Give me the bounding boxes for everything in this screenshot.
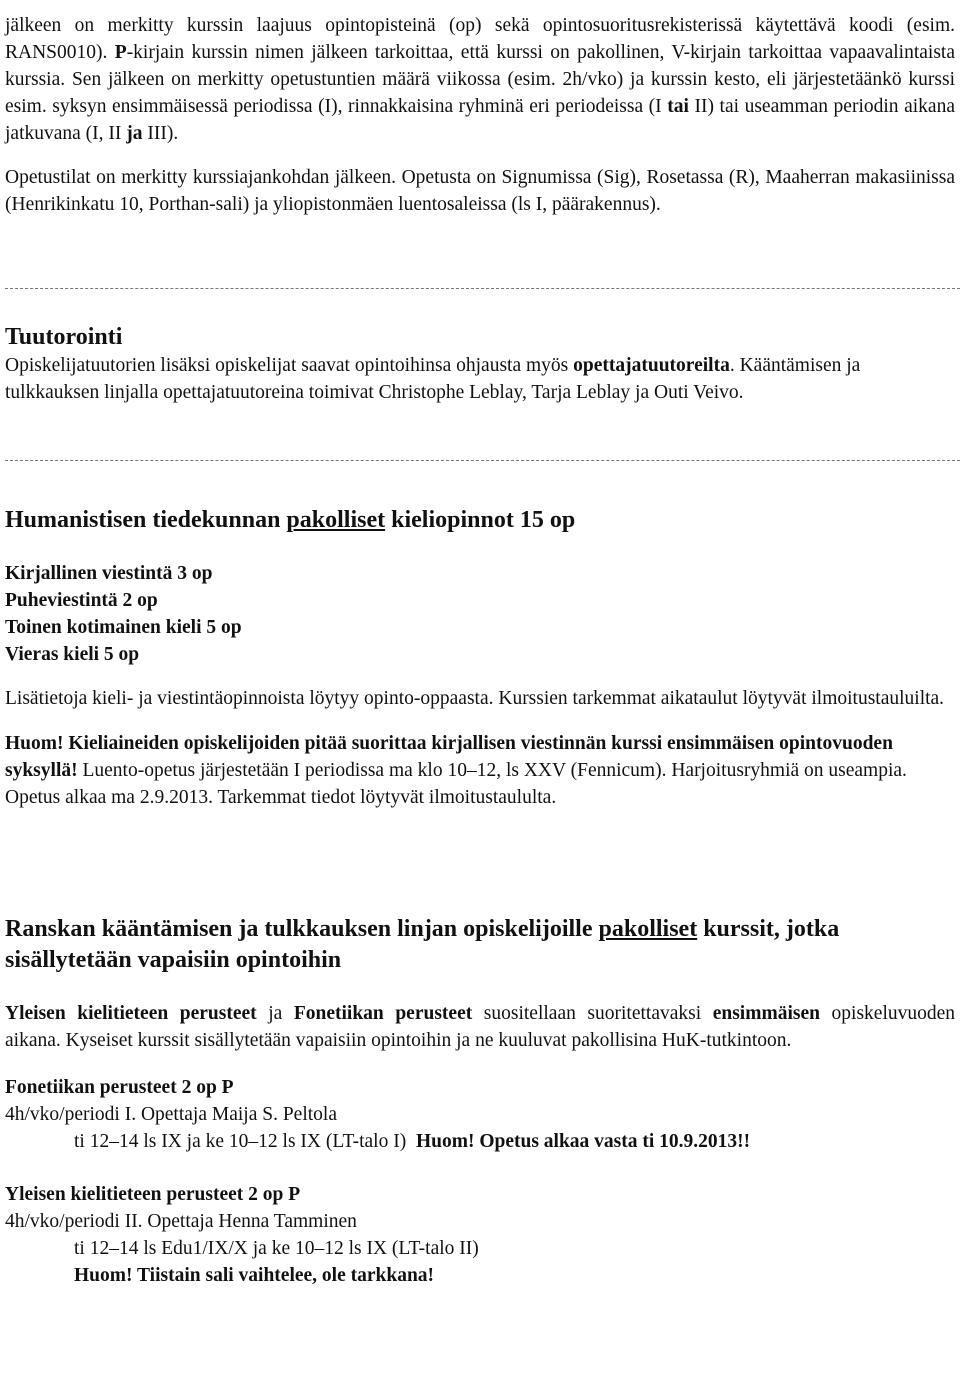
course-yleisen: [5, 1181, 955, 1289]
course-note: Huom! Opetus alkaa vasta ti 10.9.2013!!: [415, 1131, 751, 1152]
ranska-bold: ensimmäisen: [712, 1003, 820, 1024]
humanistisen-info: Lisätietoja kieli- ja viestintäopinnoista löytyy opinto-oppaasta. Kurssien tarkemmat aikataulut löytyvät ilmoitustauluilta.: [5, 688, 945, 709]
humanistisen-huom: [5, 730, 955, 811]
intro-paragraph-2: Opetustilat on merkitty kurssiajankohdan jälkeen. Opetusta on Signumissa (Sig), Rosetassa (R), Maaherran makasiinissa (Henrikinkatu 10, Porthan-sali) ja yliopistonmäen luentosaleissa (ls I, päärakennus).: [5, 167, 955, 215]
list-item: Toinen kotimainen kieli 5 op: [5, 617, 242, 638]
intro-bold-ja: ja: [126, 123, 143, 144]
course-schedule: [5, 1128, 955, 1155]
course-fonetiikka: [5, 1074, 955, 1155]
ranska-text: opiskeluvuoden aikana. Kyseiset kurssit sisällytetään vapaisiin opintoihin ja ne kuuluvat pakollisina HuK-tutkintoon.: [5, 1003, 956, 1051]
tuutorointi-text: [5, 352, 955, 406]
huom-text: Luento-opetus järjestetään I periodissa ma klo 10–12, ls XXV (Fennicum). Harjoitusryhmiä on useampia. Opetus alkaa ma 2.9.2013. Tarkemmat tiedot löytyvät ilmoitustaululta.: [5, 760, 907, 808]
dashed-divider: [5, 288, 960, 289]
course-note: Huom! Tiistain sali vaihtelee, ole tarkkana!: [74, 1265, 435, 1286]
ranska-intro: [5, 1000, 955, 1054]
course-info: 4h/vko/periodi II. Opettaja Henna Tamminen: [5, 1211, 357, 1232]
heading-part: kieliopinnot 15 op: [385, 507, 576, 533]
tuutorointi-text-part: . Kääntämisen ja tulkkauksen linjalla opettajatuutoreina toimivat Christophe Leblay, Tarja Leblay ja Outi Veivo.: [5, 355, 861, 403]
tuutorointi-section: [5, 322, 955, 406]
schedule-text: ti 12–14 ls IX ja ke 10–12 ls IX (LT-talo I): [74, 1131, 407, 1152]
intro-bold-tai: tai: [667, 96, 689, 117]
heading-part: Ranskan kääntämisen ja tulkkauksen linjan opiskelijoille: [5, 916, 599, 942]
ranska-text: ja: [256, 1003, 294, 1024]
course-info: 4h/vko/periodi I. Opettaja Maija S. Peltola: [5, 1104, 337, 1125]
huom-bold: Huom! Kieliaineiden opiskelijoiden pitää suorittaa kirjallisen viestinnän kurssi ensimmäisen opintovuoden syksyllä!: [5, 733, 893, 781]
list-item: Kirjallinen viestintä 3 op: [5, 563, 213, 584]
heading-part: kurssit, jotka sisällytetään vapaisiin opintoihin: [5, 916, 840, 973]
required-courses-list: [5, 560, 955, 668]
course-schedule: ti 12–14 ls Edu1/IX/X ja ke 10–12 ls IX (LT-talo II): [74, 1238, 479, 1259]
tuutorointi-bold: opettajatuutoreilta: [573, 355, 730, 376]
list-item: Puheviestintä 2 op: [5, 590, 158, 611]
heading-part: Humanistisen tiedekunnan: [5, 507, 287, 533]
tuutorointi-heading: Tuutorointi: [5, 324, 123, 350]
dashed-divider: [5, 460, 960, 461]
ranska-text: suositellaan suoritettavaksi: [472, 1003, 713, 1024]
ranska-bold: Yleisen kielitieteen perusteet: [5, 1003, 257, 1024]
intro-section: [5, 12, 955, 218]
intro-text: -kirjain kurssin nimen jälkeen tarkoittaa, että kurssi on pakollinen, V-kirjain tarkoittaa vapaavalintaista kurssia. Sen jälkeen on merkitty opetustuntien määrä viikossa (esim. 2h/vko) ja kurssin kesto, eli järjestetäänkö kurssi esim. syksyn ensimmäisessä periodissa (I), rinnakkaisina ryhminä eri periodeissa (I: [5, 42, 956, 117]
intro-bold-p: P: [114, 42, 127, 63]
list-item: Vieras kieli 5 op: [5, 644, 140, 665]
intro-text: jälkeen on merkitty kurssin laajuus opintopisteinä (op) sekä opintosuoritusrekisterissä käytettävä koodi (esim. RANS0010).: [5, 15, 955, 63]
tuutorointi-text-part: Opiskelijatuutorien lisäksi opiskelijat saavat opintoihinsa ohjausta myös: [5, 355, 574, 376]
ranska-bold: Fonetiikan perusteet: [293, 1003, 473, 1024]
heading-underlined: pakolliset: [286, 507, 386, 533]
course-title: Fonetiikan perusteet 2 op P: [5, 1077, 234, 1098]
humanistisen-section: [5, 505, 955, 811]
intro-text: II) tai useamman periodin aikana jatkuvana (I, II: [5, 96, 955, 144]
intro-text: III).: [142, 123, 179, 144]
heading-underlined: pakolliset: [598, 916, 698, 942]
course-title: Yleisen kielitieteen perusteet 2 op P: [5, 1184, 301, 1205]
intro-paragraph-1: [5, 12, 955, 147]
ranska-heading: [5, 914, 955, 976]
humanistisen-heading: [5, 505, 955, 536]
ranska-section: [5, 914, 955, 1289]
